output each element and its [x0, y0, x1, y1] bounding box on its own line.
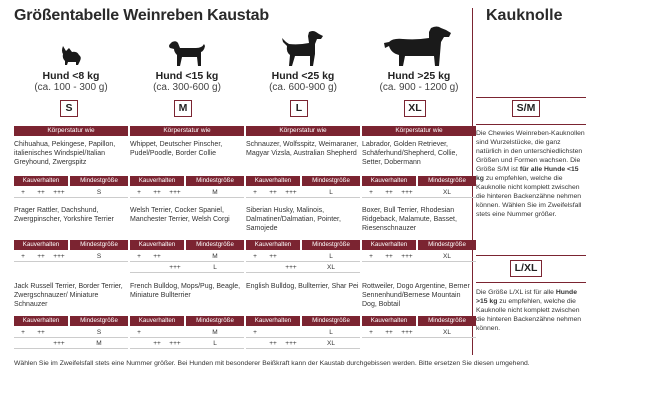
chewing-row	[130, 328, 244, 338]
medium-small-dog-icon	[130, 36, 244, 68]
chew-level-3: +++	[169, 189, 181, 196]
kauknolle-title: Kauknolle	[486, 7, 563, 24]
kauknolle-description-1: Die Chewies Weinreben-Kauknollen sind Wurzelstücke, die ganz natürlich in den unterschiedlichsten Größen und Formen wachsen. Die Größe S/M ist für alle Hunde <15 kg zu empfehlen, welche die Kauknolle nicht komplett zwischen die hinteren Backenzähne nehmen können. Wählen Sie im Zweifelsfall stets eine Nummer größer.	[476, 130, 585, 218]
page-title: Größentabelle Weinreben Kaustab	[14, 7, 269, 24]
mindestgroesse-label: Mindestgröße	[186, 316, 244, 326]
min-size: XL	[443, 189, 451, 196]
koerperstatur-header: Körperstatur wie	[130, 126, 244, 136]
chew-level-3: +++	[285, 340, 297, 347]
chewing-row	[246, 328, 360, 338]
chew-level-3	[50, 328, 68, 337]
kauknolle-rule	[476, 124, 586, 125]
large-dog-icon	[362, 20, 476, 68]
breed-list: Siberian Husky, Malinois, Dalmatiner/Dalmatian, Pointer, Samojede	[246, 207, 341, 232]
chew-level-1: +	[21, 253, 25, 260]
chewing-row	[14, 339, 128, 349]
dog-weight-class: Hund <8 kg	[42, 70, 100, 82]
chew-level-3: +++	[401, 189, 413, 196]
chew-level-1: +	[21, 329, 25, 336]
chew-level-1: +	[137, 253, 141, 260]
chew-level-2	[148, 328, 166, 337]
chewing-row	[14, 188, 128, 198]
kauverhalten-label: Kauverhalten	[362, 316, 416, 326]
chew-level-3	[166, 252, 184, 261]
kauverhalten-label: Kauverhalten	[14, 176, 68, 186]
stick-weight-range: (ca. 900 - 1200 g)	[379, 82, 459, 93]
chew-level-2	[264, 328, 282, 337]
breed-list: Labrador, Golden Retriever, Schäferhund/Shepherd, Collie, Setter, Dobermann	[362, 141, 458, 166]
chew-level-2	[264, 263, 282, 272]
breed-list: English Bulldog, Bullterrier, Shar Pei	[246, 283, 359, 290]
mindestgroesse-label: Mindestgröße	[70, 240, 128, 250]
chew-level-2: ++	[153, 253, 161, 260]
min-size: M	[212, 329, 218, 336]
chew-level-2: ++	[269, 189, 277, 196]
chew-level-1: +	[21, 189, 25, 196]
mindestgroesse-label: Mindestgröße	[302, 316, 360, 326]
chewing-table-header	[246, 240, 360, 250]
min-size: XL	[443, 329, 451, 336]
breed-list: Whippet, Deutscher Pinscher, Pudel/Poodle, Border Collie	[130, 141, 223, 157]
chew-level-1: +	[253, 189, 257, 196]
chew-level-1: +	[253, 329, 257, 336]
breed-list: Prager Rattler, Dachshund, Zwergpinscher, Yorkshire Terrier	[14, 207, 114, 223]
mindestgroesse-label: Mindestgröße	[70, 176, 128, 186]
koerperstatur-header: Körperstatur wie	[246, 126, 360, 136]
kauknolle-rule-2	[476, 255, 586, 256]
chewing-table-header	[246, 316, 360, 326]
min-size: M	[212, 189, 218, 196]
chew-level-3	[166, 328, 184, 337]
breed-list: Boxer, Bull Terrier, Rhodesian Ridgeback, Malamute, Basset, Riesenschnauzer	[362, 207, 457, 232]
chewing-row	[130, 339, 244, 349]
dog-weight-class: Hund <25 kg	[271, 70, 335, 82]
chewing-table-header	[362, 240, 476, 250]
breed-list: French Bulldog, Mops/Pug, Beagle, Miniature Bullterrier	[130, 283, 241, 299]
min-size: L	[213, 264, 217, 271]
kauknolle-rule-top	[476, 97, 586, 98]
mindestgroesse-label: Mindestgröße	[70, 316, 128, 326]
chew-level-2: ++	[37, 329, 45, 336]
chewing-row	[130, 252, 244, 262]
kauknolle-rule-3	[476, 282, 586, 283]
chew-level-1: +	[253, 253, 257, 260]
chew-level-1	[130, 339, 148, 348]
mindestgroesse-label: Mindestgröße	[302, 176, 360, 186]
chewing-row	[246, 188, 360, 198]
chew-level-3: +++	[53, 340, 65, 347]
chew-level-1: +	[137, 329, 141, 336]
kauverhalten-label: Kauverhalten	[246, 176, 300, 186]
chew-level-2	[148, 263, 166, 272]
chew-level-1: +	[369, 189, 373, 196]
chewing-table-header	[362, 176, 476, 186]
chew-level-2: ++	[37, 189, 45, 196]
mindestgroesse-label: Mindestgröße	[418, 240, 476, 250]
kauverhalten-label: Kauverhalten	[246, 316, 300, 326]
stick-weight-range: (ca. 600-900 g)	[269, 82, 337, 93]
chew-level-3: +++	[285, 189, 297, 196]
min-size: L	[329, 253, 333, 260]
chew-level-2: ++	[269, 340, 277, 347]
size-badge-sm: S/M	[512, 100, 540, 117]
chewing-row	[130, 188, 244, 198]
chew-level-1	[130, 263, 148, 272]
kauverhalten-label: Kauverhalten	[130, 176, 184, 186]
chew-level-2: ++	[385, 329, 393, 336]
chew-level-3: +++	[401, 329, 413, 336]
mindestgroesse-label: Mindestgröße	[186, 176, 244, 186]
min-size: S	[96, 189, 102, 196]
chew-level-1: +	[369, 253, 373, 260]
min-size: XL	[327, 340, 335, 347]
chewing-row	[130, 263, 244, 273]
mindestgroesse-label: Mindestgröße	[418, 316, 476, 326]
kauverhalten-label: Kauverhalten	[14, 316, 68, 326]
size-badge: L	[290, 100, 308, 117]
chewing-row	[14, 252, 128, 262]
chew-level-2: ++	[153, 189, 161, 196]
breed-list: Rottweiler, Dogo Argentine, Berner Sennenhund/Bernese Mountain Dog, Bobtail	[362, 283, 470, 308]
kauknolle-description-2: Die Größe L/XL ist für alle Hunde >15 kg zu empfehlen, welche die Kauknolle nicht komplett zwischen die hinteren Backenzähne nehmen können.	[476, 289, 582, 332]
koerperstatur-header: Körperstatur wie	[14, 126, 128, 136]
stick-weight-range: (ca. 300-600 g)	[153, 82, 221, 93]
chew-level-2: ++	[37, 253, 45, 260]
min-size: L	[213, 340, 217, 347]
dog-weight-class: Hund <15 kg	[155, 70, 219, 82]
kauverhalten-label: Kauverhalten	[14, 240, 68, 250]
chew-level-2: ++	[385, 253, 393, 260]
chewing-row	[362, 188, 476, 198]
min-size: S	[96, 329, 102, 336]
kauverhalten-label: Kauverhalten	[130, 316, 184, 326]
mindestgroesse-label: Mindestgröße	[186, 240, 244, 250]
chewing-table-header	[130, 316, 244, 326]
stick-weight-range: (ca. 100 - 300 g)	[34, 82, 108, 93]
min-size: S	[96, 253, 102, 260]
chewing-row	[246, 339, 360, 349]
breed-list: Schnauzer, Wolfsspitz, Weimaraner, Magyar Vizsla, Australian Shepherd	[246, 141, 359, 157]
chew-level-1	[246, 339, 264, 348]
chew-level-3	[282, 328, 300, 337]
chew-level-3	[282, 252, 300, 261]
size-badge: XL	[404, 100, 426, 117]
chew-level-2: ++	[385, 189, 393, 196]
chew-level-1: +	[369, 329, 373, 336]
kauverhalten-label: Kauverhalten	[362, 240, 416, 250]
chewing-row	[362, 328, 476, 338]
min-size: L	[329, 329, 333, 336]
dog-weight-class: Hund >25 kg	[387, 70, 451, 82]
size-badge: S	[60, 100, 78, 117]
chew-level-2	[32, 339, 50, 348]
medium-dog-icon	[246, 26, 360, 68]
chew-level-3: +++	[169, 340, 181, 347]
chew-level-1	[246, 263, 264, 272]
chew-level-3: +++	[53, 253, 65, 260]
chew-level-1: +	[137, 189, 141, 196]
chewing-row	[362, 252, 476, 262]
chewing-table-header	[14, 240, 128, 250]
kauverhalten-label: Kauverhalten	[130, 240, 184, 250]
min-size: L	[329, 189, 333, 196]
chew-level-3: +++	[169, 264, 181, 271]
chewing-row	[246, 252, 360, 262]
chew-level-3: +++	[401, 253, 413, 260]
min-size: M	[212, 253, 218, 260]
chew-level-1	[14, 339, 32, 348]
chewing-table-header	[246, 176, 360, 186]
kauverhalten-label: Kauverhalten	[246, 240, 300, 250]
chew-level-3: +++	[285, 264, 297, 271]
min-size: XL	[327, 264, 335, 271]
breed-list: Chihuahua, Pekingese, Papillon, italienisches Windspiel/Italian Greyhound, Zwergspitz	[14, 141, 116, 166]
chewing-row	[246, 263, 360, 273]
chewing-table-header	[14, 176, 128, 186]
small-dog-icon	[14, 40, 128, 68]
kauverhalten-label: Kauverhalten	[362, 176, 416, 186]
min-size: XL	[443, 253, 451, 260]
breed-list: Welsh Terrier, Cocker Spaniel, Manchester Terrier, Welsh Corgi	[130, 207, 230, 223]
mindestgroesse-label: Mindestgröße	[418, 176, 476, 186]
chewing-table-header	[14, 316, 128, 326]
size-badge-lxl: L/XL	[510, 260, 542, 277]
chewing-row	[14, 328, 128, 338]
min-size: M	[96, 340, 102, 347]
chew-level-2: ++	[153, 340, 161, 347]
chewing-table-header	[130, 240, 244, 250]
chewing-table-header	[362, 316, 476, 326]
chew-level-3: +++	[53, 189, 65, 196]
mindestgroesse-label: Mindestgröße	[302, 240, 360, 250]
size-badge: M	[174, 100, 192, 117]
chew-level-2: ++	[269, 253, 277, 260]
koerperstatur-header: Körperstatur wie	[362, 126, 476, 136]
footnote: Wählen Sie im Zweifelsfall stets eine Nummer größer. Bei Hunden mit besonderer Beißkraft kann der Kaustab durchgebissen werden. Bitte ersetzen Sie diesen umgehend.	[14, 360, 530, 367]
chewing-table-header	[130, 176, 244, 186]
breed-list: Jack Russell Terrier, Border Terrier, Zwergschnauzer/ Miniature Schnauzer	[14, 283, 123, 308]
